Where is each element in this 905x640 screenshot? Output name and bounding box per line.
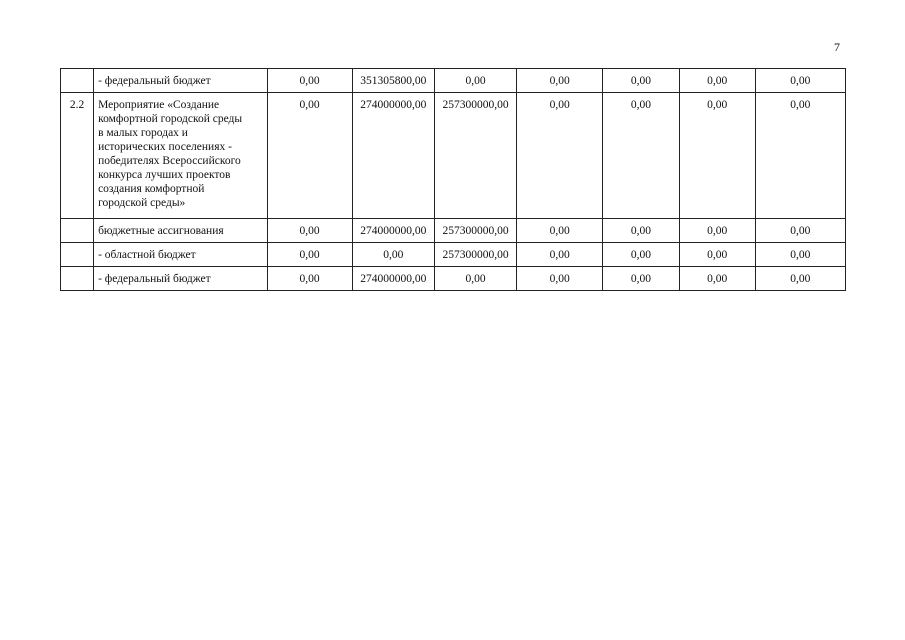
value-cell: 351305800,00 <box>352 69 434 93</box>
value-cell: 274000000,00 <box>352 219 434 243</box>
value-cell: 0,00 <box>517 243 603 267</box>
value-cell: 0,00 <box>267 69 352 93</box>
row-number-cell <box>61 243 94 267</box>
value-cell: 0,00 <box>267 267 352 291</box>
table-row <box>61 69 846 93</box>
value-cell: 0,00 <box>755 243 845 267</box>
row-description-cell <box>94 219 267 243</box>
description-line: исторических поселениях - <box>98 141 232 153</box>
row-description-cell <box>94 93 267 219</box>
value-cell: 0,00 <box>517 69 603 93</box>
row-number-cell <box>61 219 94 243</box>
description-line: - областной бюджет <box>98 249 196 261</box>
value-cell: 257300000,00 <box>434 219 516 243</box>
value-cell: 0,00 <box>603 243 679 267</box>
value-cell: 0,00 <box>517 219 603 243</box>
description-line: комфортной городской среды <box>98 113 243 125</box>
row-number-cell <box>61 69 94 93</box>
row-description-cell <box>94 69 267 93</box>
value-cell: 0,00 <box>352 243 434 267</box>
description-line: победителях Всероссийского <box>98 155 241 167</box>
table-row <box>61 219 846 243</box>
value-cell: 0,00 <box>755 93 845 219</box>
row-description-cell <box>94 243 267 267</box>
row-number-cell <box>61 267 94 291</box>
value-cell: 274000000,00 <box>352 267 434 291</box>
table-row <box>61 267 846 291</box>
budget-table <box>60 68 846 291</box>
description-line: конкурса лучших проектов <box>98 169 231 181</box>
value-cell: 274000000,00 <box>352 93 434 219</box>
value-cell: 0,00 <box>603 267 679 291</box>
value-cell: 0,00 <box>679 267 755 291</box>
value-cell: 0,00 <box>679 243 755 267</box>
value-cell: 0,00 <box>603 93 679 219</box>
value-cell: 0,00 <box>517 267 603 291</box>
description-line: - федеральный бюджет <box>98 273 211 285</box>
value-cell: 0,00 <box>755 267 845 291</box>
value-cell: 0,00 <box>603 69 679 93</box>
value-cell: 0,00 <box>434 267 516 291</box>
description-line: Мероприятие «Создание <box>98 99 220 111</box>
description-line: создания комфортной <box>98 183 205 195</box>
value-cell: 257300000,00 <box>434 243 516 267</box>
value-cell: 0,00 <box>517 93 603 219</box>
row-description-cell <box>94 267 267 291</box>
value-cell: 0,00 <box>267 219 352 243</box>
value-cell: 0,00 <box>603 219 679 243</box>
page-number: 7 <box>834 40 840 54</box>
value-cell: 0,00 <box>755 69 845 93</box>
value-cell: 0,00 <box>679 219 755 243</box>
row-number-cell: 2.2 <box>61 93 94 219</box>
table-row <box>61 93 846 219</box>
value-cell: 257300000,00 <box>434 93 516 219</box>
value-cell: 0,00 <box>267 243 352 267</box>
value-cell: 0,00 <box>755 219 845 243</box>
description-line: - федеральный бюджет <box>98 75 211 87</box>
value-cell: 0,00 <box>679 69 755 93</box>
value-cell: 0,00 <box>267 93 352 219</box>
value-cell: 0,00 <box>679 93 755 219</box>
value-cell: 0,00 <box>434 69 516 93</box>
description-line: городской среды» <box>98 197 186 209</box>
description-line: бюджетные ассигнования <box>98 225 224 237</box>
table-row <box>61 243 846 267</box>
description-line: в малых городах и <box>98 127 188 139</box>
